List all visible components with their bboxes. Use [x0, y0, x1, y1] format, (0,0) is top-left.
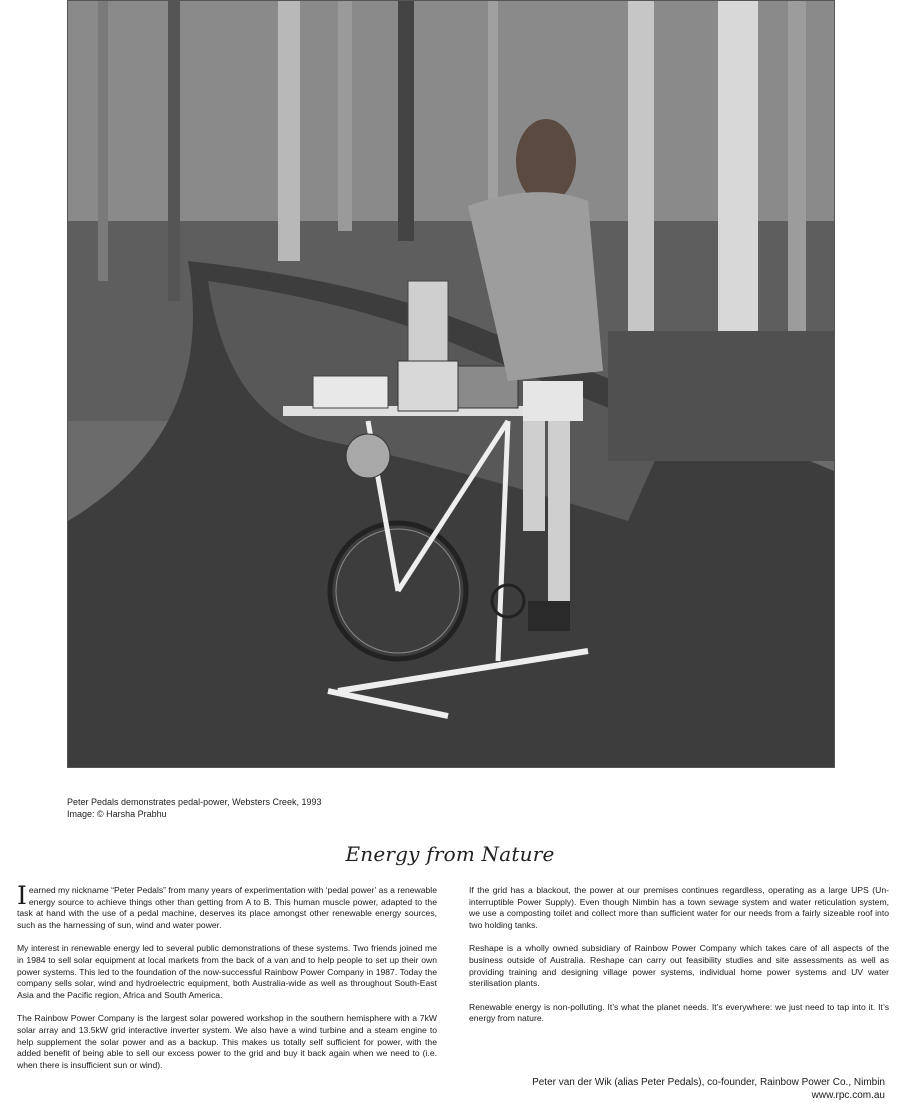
paragraph: The Rainbow Power Company is the largest solar powered workshop in the southern hemisphere with a 7kW solar array and 13.5kW grid interactive inverter system. We also have a wind turbine and a steam engine to help supplement the solar power and as a backup. This makes us totally self sufficient for power, with the added benefit of being able to sell our excess power to the grid and buy it back again when we need to (i.e. when there is insufficient sun or wind).: [17, 1013, 437, 1071]
paragraph: My interest in renewable energy led to several public demonstrations of these systems. Two friends joined me in 1984 to sell solar equipment at local markets from the back of a van and to help people to set up their own power systems. This led to the foundation of the now-successful Rainbow Power Company in 1987. Today the company sells solar, wind and hydroelectric equipment, both Australia-wide as well as throughout South-East Asia and the Pacific region, Africa and South America.: [17, 943, 437, 1001]
signature-block: [532, 1076, 885, 1102]
photo-pedal-power: [67, 0, 835, 768]
caption-line: Peter Pedals demonstrates pedal-power, Websters Creek, 1993: [67, 797, 322, 807]
caption-credit: Image: © Harsha Prabhu: [67, 809, 167, 819]
left-column: [17, 881, 437, 1083]
drop-cap: I: [17, 881, 27, 910]
photo-illustration: [68, 1, 834, 767]
right-column: [469, 885, 889, 1037]
author-signature: Peter van der Wik (alias Peter Pedals), co-founder, Rainbow Power Co., Nimbin: [532, 1077, 885, 1088]
website-link[interactable]: www.rpc.com.au: [811, 1090, 885, 1101]
paragraph-text: earned my nickname “Peter Pedals” from many years of experimentation with ‘pedal power’ as a renewable energy source to achieve things other than getting from A to B. This human muscle power, adapted to the task at hand with the use of a pedal machine, deserves its place amongst other renewable energy sources, such as the harnessing of sun, wind and water power.: [17, 885, 437, 931]
page-title: Energy from Nature: [345, 842, 555, 866]
paragraph: Renewable energy is non-polluting. It’s what the planet needs. It’s everywhere: we just need to tap into it. It’s energy from nature.: [469, 1001, 889, 1024]
photo-caption: [67, 796, 321, 820]
paragraph: Reshape is a wholly owned subsidiary of Rainbow Power Company which takes care of all aspects of the business outside of Australia. Reshape can carry out feasibility studies and site assessments as well as providing training and designing village power systems, individual home power systems and UV water sterilisation plants.: [469, 943, 889, 989]
paragraph: [17, 881, 437, 932]
paragraph: If the grid has a blackout, the power at our premises continues regardless, operating as a large UPS (Un-interruptible Power Supply). Even though Nimbin has a town sewage system and water reticulation system, we use a composting toilet and collect more than sufficient water for our needs from a fairly sizeable roof into two holding tanks.: [469, 885, 889, 931]
